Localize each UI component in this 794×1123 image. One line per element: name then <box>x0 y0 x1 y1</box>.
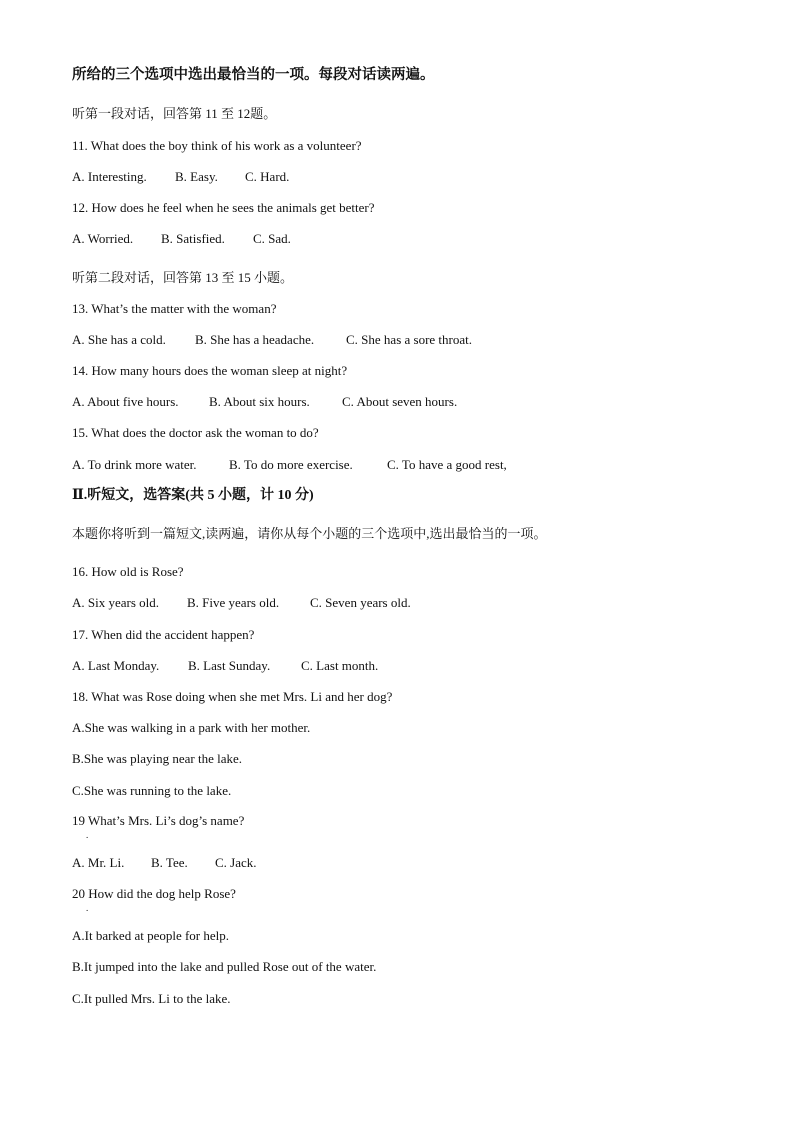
q15-options <box>72 457 507 473</box>
q16-options <box>72 595 411 611</box>
q14-option-c[interactable]: C. About seven hours. <box>342 394 458 409</box>
q13-question: 13. What’s the matter with the woman? <box>72 301 277 316</box>
q20-option-c[interactable]: C.It pulled Mrs. Li to the lake. <box>72 991 231 1006</box>
q20-mark: . <box>86 903 89 913</box>
q14-question: 14. How many hours does the woman sleep at night? <box>72 363 348 378</box>
q11-options <box>72 169 289 185</box>
q11-option-c[interactable]: C. Hard. <box>245 169 290 184</box>
q15-option-a[interactable]: A. To drink more water. <box>72 457 197 472</box>
q18-question: 18. What was Rose doing when she met Mrs. Li and her dog? <box>72 689 393 704</box>
q17-option-a[interactable]: A. Last Monday. <box>72 658 160 673</box>
q13-option-b[interactable]: B. She has a headache. <box>195 332 315 347</box>
q19-option-c[interactable]: C. Jack. <box>215 855 257 870</box>
q18-option-c[interactable]: C.She was running to the lake. <box>72 783 232 798</box>
q12-option-a[interactable]: A. Worried. <box>72 231 134 246</box>
q11-option-a[interactable]: A. Interesting. <box>72 169 147 184</box>
q19-question: 19 What’s Mrs. Li’s dog’s name? <box>72 813 245 828</box>
q16-option-b[interactable]: B. Five years old. <box>187 595 280 610</box>
q19-options <box>72 855 257 871</box>
q17-option-b[interactable]: B. Last Sunday. <box>188 658 271 673</box>
q19-option-a[interactable]: A. Mr. Li. <box>72 855 125 870</box>
dialog2-heading: 听第二段对话，回答第 13 至 15 小题。 <box>72 270 294 285</box>
q17-option-c[interactable]: C. Last month. <box>301 658 379 673</box>
q12-option-b[interactable]: B. Satisfied. <box>161 231 225 246</box>
intro-instructions: 所给的三个选项中选出最恰当的一项。每段对话读两遍。 <box>72 67 435 83</box>
q20-option-b[interactable]: B.It jumped into the lake and pulled Rose out of the water. <box>72 959 377 974</box>
q14-options <box>72 394 457 410</box>
q18-option-b[interactable]: B.She was playing near the lake. <box>72 751 243 766</box>
q14-option-a[interactable]: A. About five hours. <box>72 394 179 409</box>
q14-option-b[interactable]: B. About six hours. <box>209 394 310 409</box>
q13-option-c[interactable]: C. She has a sore throat. <box>346 332 473 347</box>
q15-question: 15. What does the doctor ask the woman to do? <box>72 425 319 440</box>
q17-options <box>72 658 378 674</box>
q12-question: 12. How does he feel when he sees the animals get better? <box>72 200 375 215</box>
q15-option-c[interactable]: C. To have a good rest, <box>387 457 507 472</box>
q16-option-c[interactable]: C. Seven years old. <box>310 595 411 610</box>
dialog1-heading: 听第一段对话，回答第 11 至 12题。 <box>72 106 277 121</box>
q11-option-b[interactable]: B. Easy. <box>175 169 218 184</box>
q11-question: 11. What does the boy think of his work as a volunteer? <box>72 138 362 153</box>
q19-mark: . <box>86 830 89 840</box>
q20-option-a[interactable]: A.It barked at people for help. <box>72 928 230 943</box>
q16-option-a[interactable]: A. Six years old. <box>72 595 160 610</box>
q18-option-a[interactable]: A.She was walking in a park with her mother. <box>72 720 311 735</box>
section2-instructions: 本题你将听到一篇短文,读两遍，请你从每个小题的三个选项中,选出最恰当的一项。 <box>72 526 547 541</box>
q17-question: 17. When did the accident happen? <box>72 627 255 642</box>
q15-option-b[interactable]: B. To do more exercise. <box>229 457 353 472</box>
q20-question: 20 How did the dog help Rose? <box>72 886 236 901</box>
q12-option-c[interactable]: C. Sad. <box>253 231 291 246</box>
q16-question: 16. How old is Rose? <box>72 564 184 579</box>
q19-option-b[interactable]: B. Tee. <box>151 855 188 870</box>
q13-option-a[interactable]: A. She has a cold. <box>72 332 166 347</box>
q12-options <box>72 231 291 247</box>
q13-options <box>72 332 472 348</box>
section2-heading: Ⅱ.听短文，选答案(共 5 小题，计 10 分) <box>72 488 314 503</box>
